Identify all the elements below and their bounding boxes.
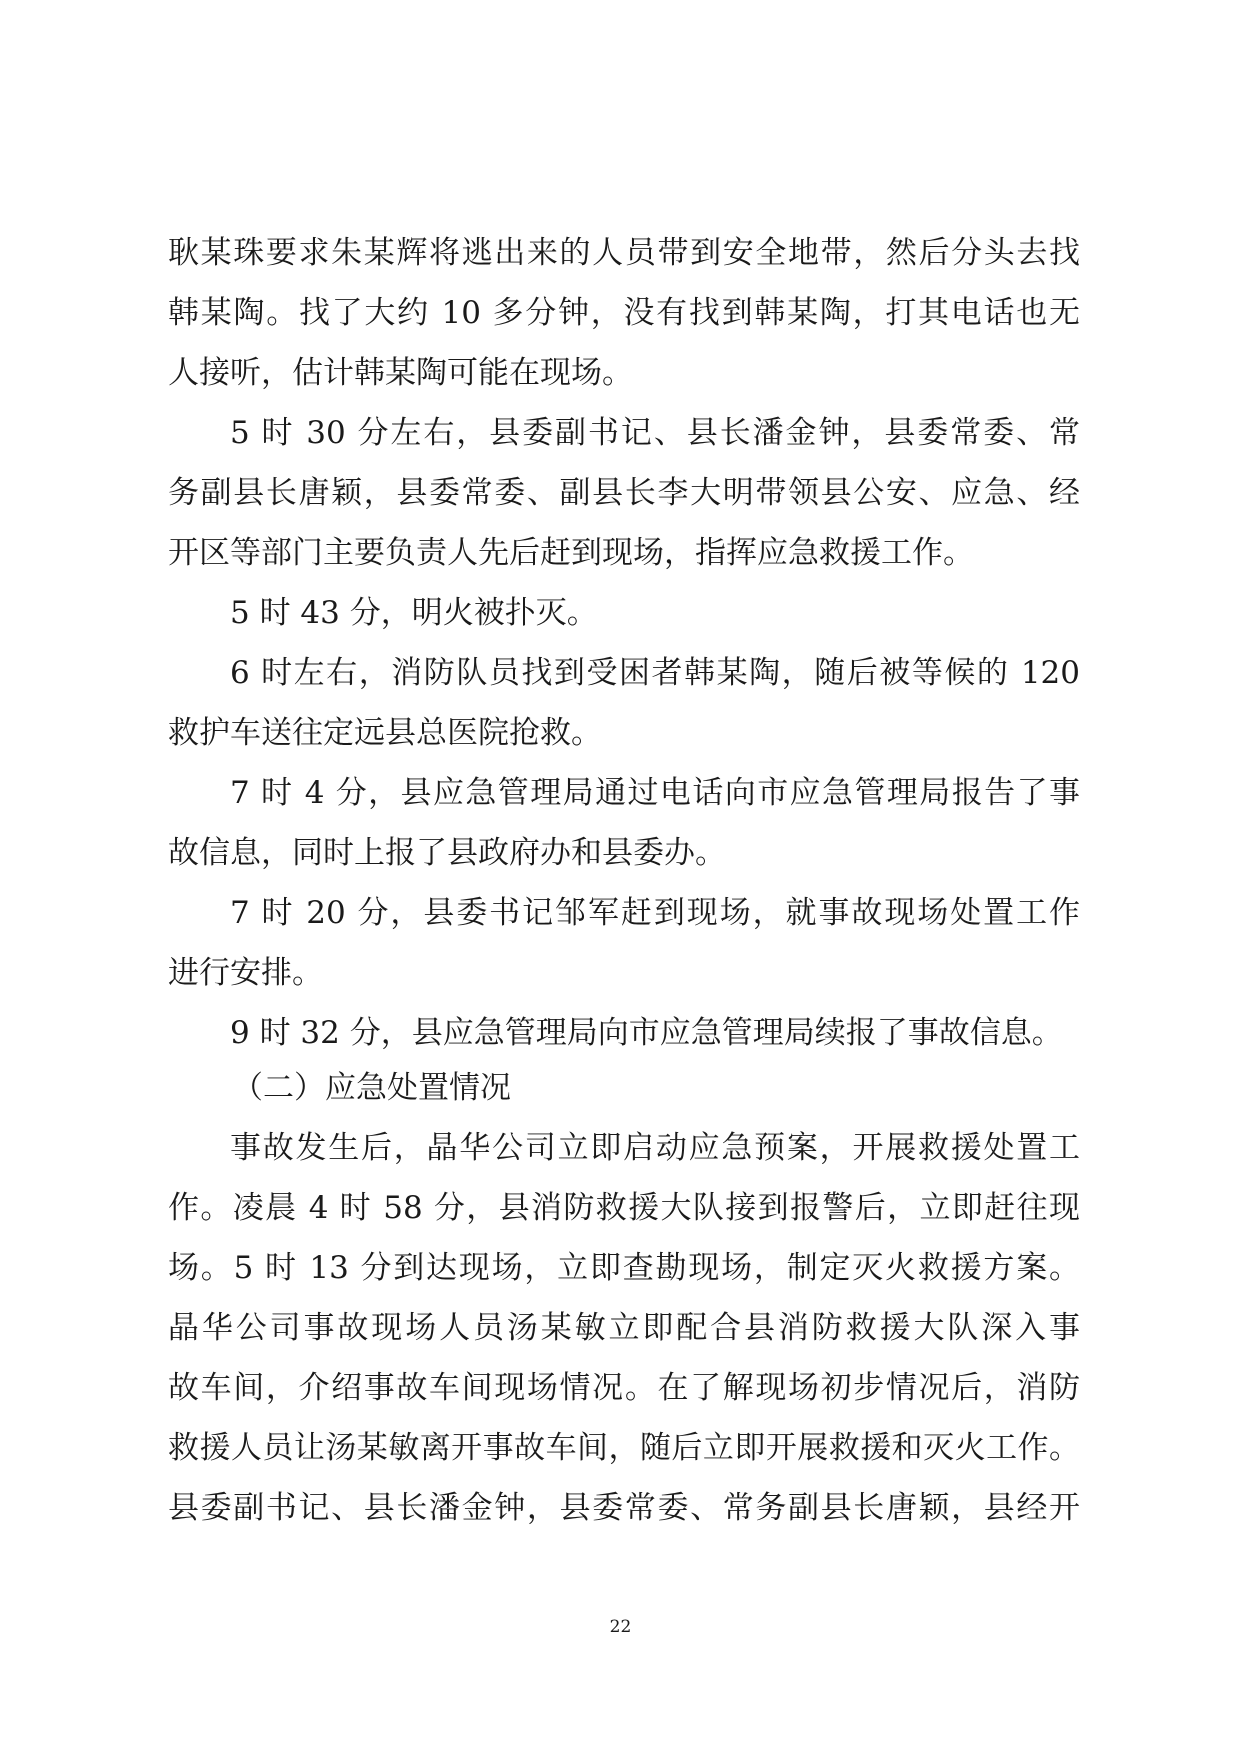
- paragraph-line: 开区等部门主要负责人先后赶到现场，指挥应急救援工作。: [168, 535, 974, 571]
- paragraph-line: 进行安排。: [168, 955, 323, 991]
- paragraph-line: 场。5 时 13 分到达现场，立即查勘现场，制定灭火救援方案。: [168, 1250, 1080, 1286]
- paragraph-line: 救援人员让汤某敏离开事故车间，随后立即开展救援和灭火工作。: [168, 1430, 1080, 1466]
- paragraph-line: 韩某陶。找了大约 10 多分钟，没有找到韩某陶，打其电话也无: [168, 295, 1080, 331]
- paragraph-line: 5 时 30 分左右，县委副书记、县长潘金钟，县委常委、常: [230, 415, 1080, 451]
- paragraph-line: 作。凌晨 4 时 58 分，县消防救援大队接到报警后，立即赶往现: [168, 1190, 1080, 1226]
- page-number: 22: [609, 1617, 632, 1637]
- paragraph-line: 县委副书记、县长潘金钟，县委常委、常务副县长唐颖，县经开: [168, 1490, 1080, 1526]
- section-heading: （二）应急处置情况: [232, 1070, 511, 1106]
- paragraph-line: 7 时 4 分，县应急管理局通过电话向市应急管理局报告了事: [230, 775, 1080, 811]
- paragraph-line: 9 时 32 分，县应急管理局向市应急管理局续报了事故信息。: [230, 1015, 1063, 1051]
- paragraph-line: 5 时 43 分，明火被扑灭。: [230, 595, 598, 631]
- paragraph-line: 人接听，估计韩某陶可能在现场。: [168, 355, 633, 391]
- paragraph-line: 故车间，介绍事故车间现场情况。在了解现场初步情况后，消防: [168, 1370, 1080, 1406]
- paragraph-line: 救护车送往定远县总医院抢救。: [168, 715, 602, 751]
- paragraph-line: 晶华公司事故现场人员汤某敏立即配合县消防救援大队深入事: [168, 1310, 1080, 1346]
- paragraph-line: 事故发生后，晶华公司立即启动应急预案，开展救援处置工: [230, 1130, 1080, 1166]
- paragraph-line: 故信息，同时上报了县政府办和县委办。: [168, 835, 726, 871]
- paragraph-line: 耿某珠要求朱某辉将逃出来的人员带到安全地带，然后分头去找: [168, 235, 1080, 271]
- paragraph-line: 务副县长唐颖，县委常委、副县长李大明带领县公安、应急、经: [168, 475, 1080, 511]
- paragraph-line: 7 时 20 分，县委书记邹军赶到现场，就事故现场处置工作: [230, 895, 1080, 931]
- paragraph-line: 6 时左右，消防队员找到受困者韩某陶，随后被等候的 120: [230, 655, 1080, 691]
